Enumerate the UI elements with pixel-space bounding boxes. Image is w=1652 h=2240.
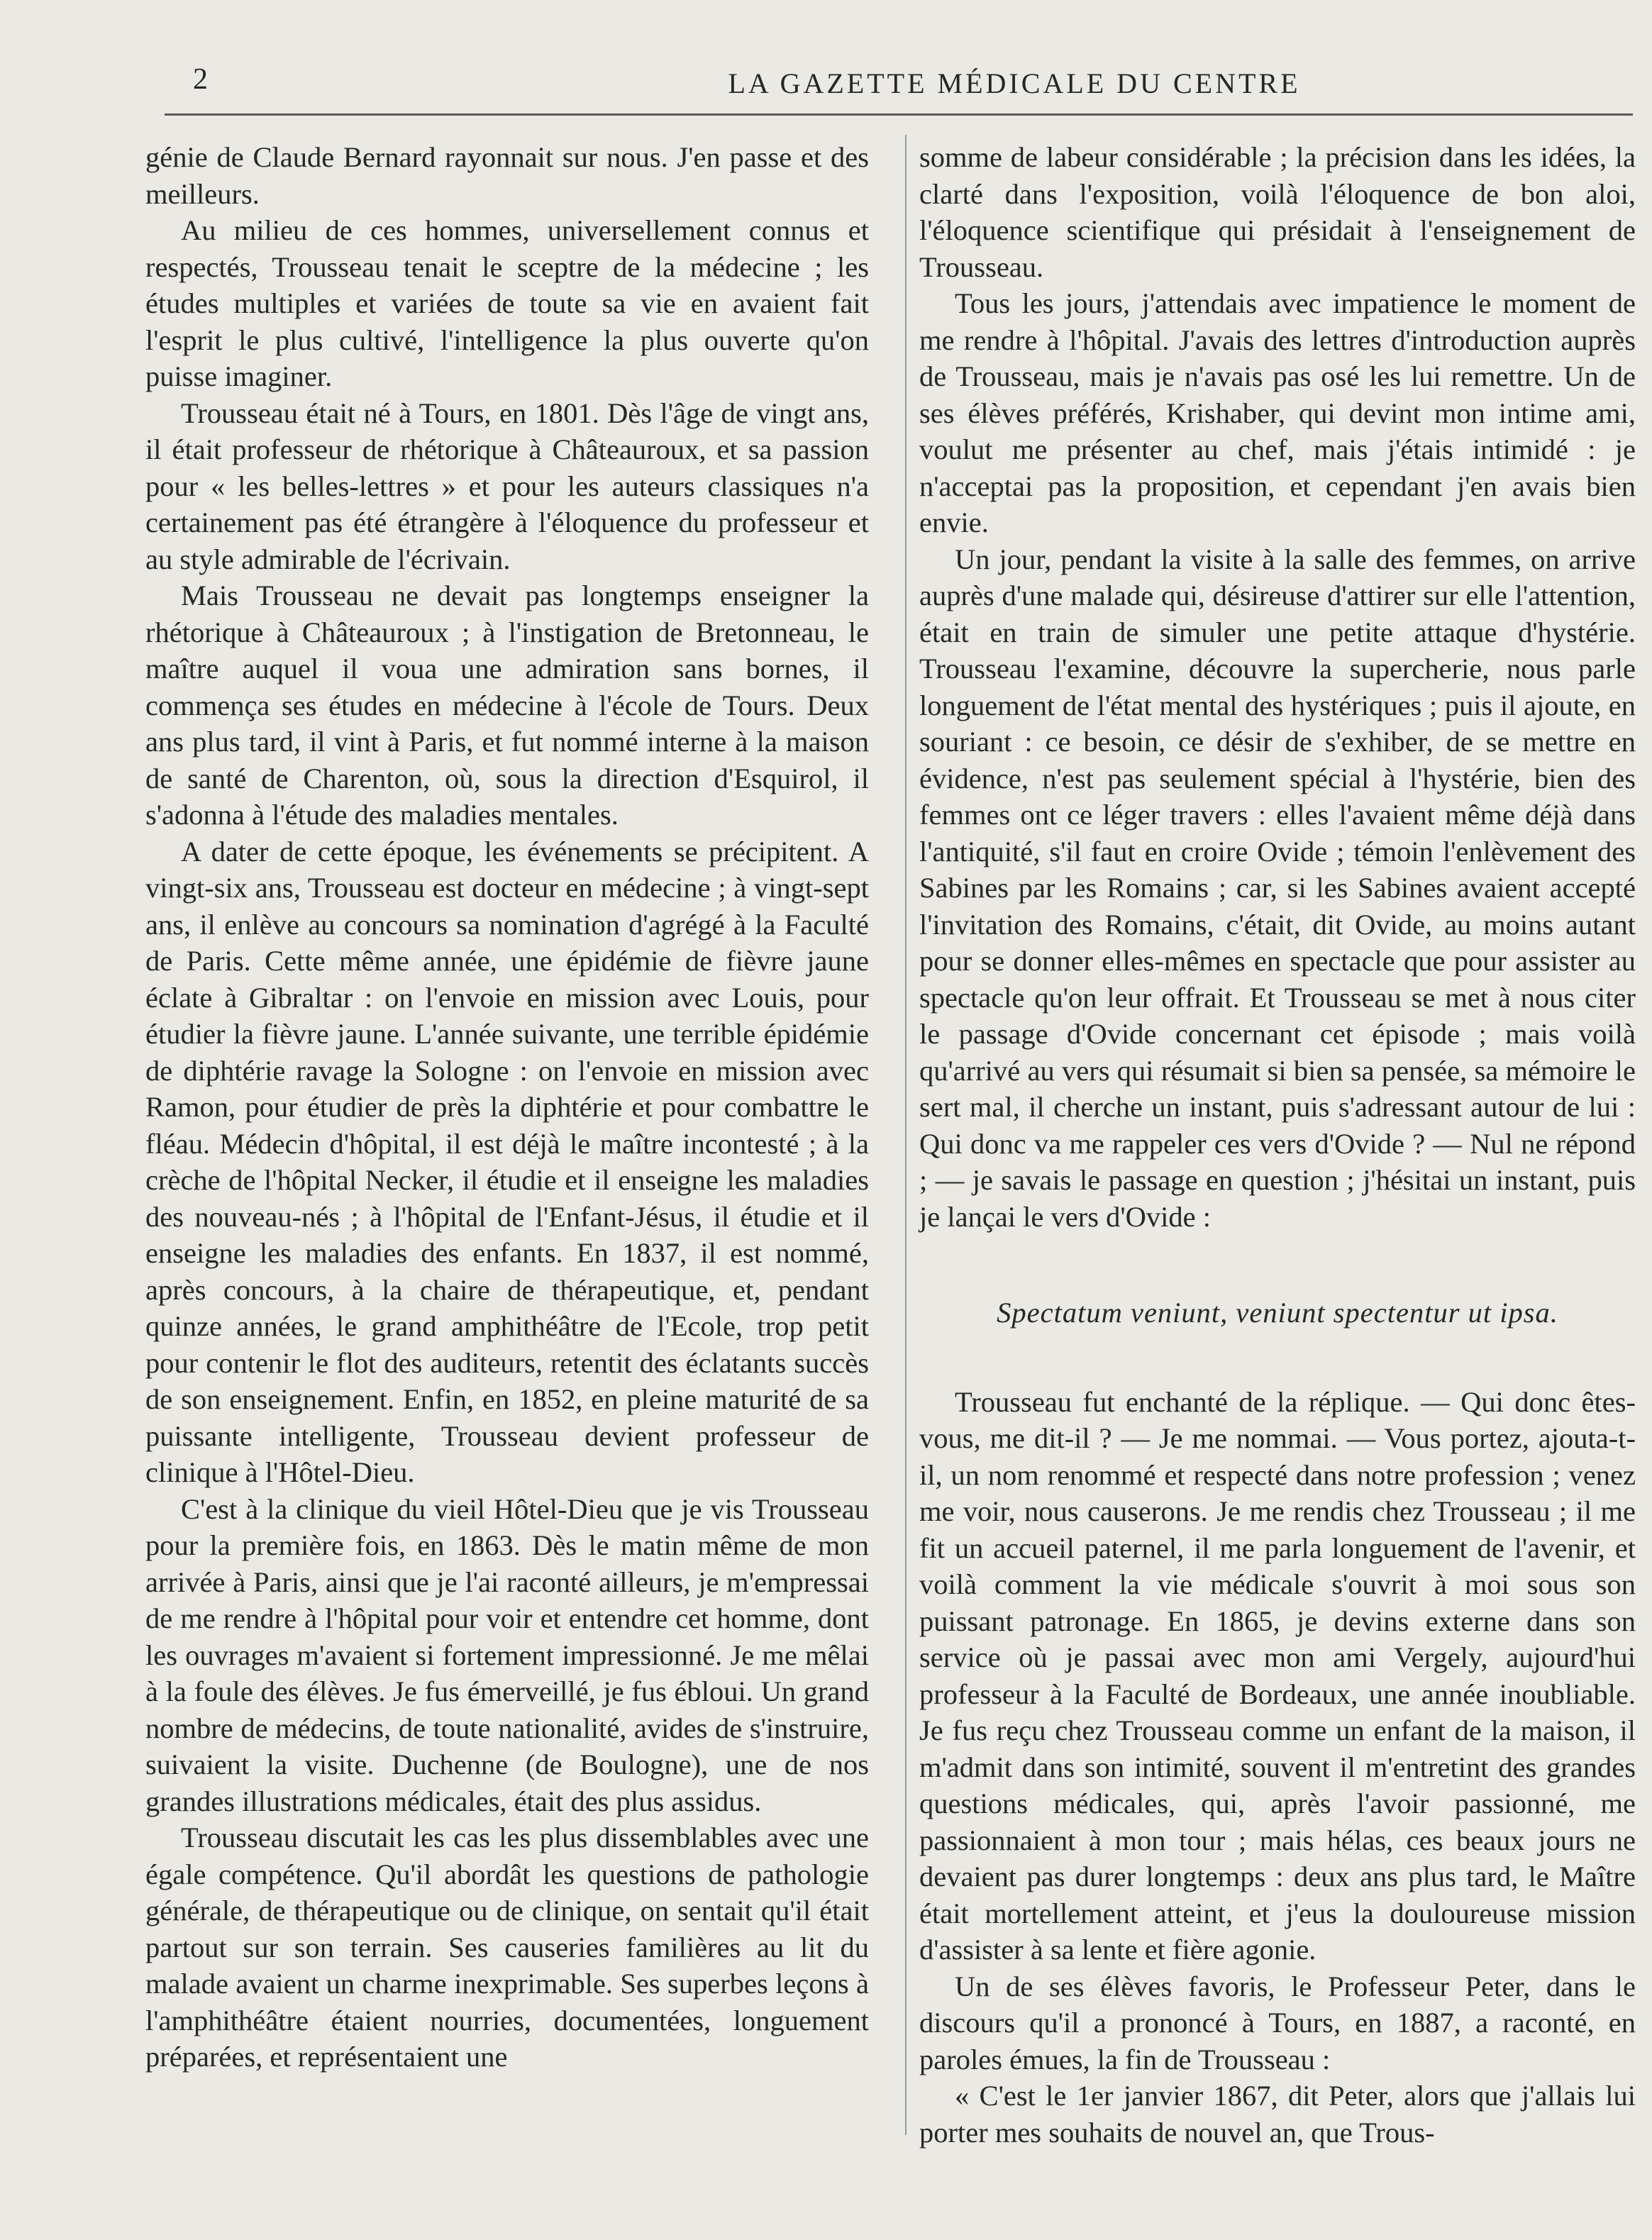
paragraph: Trousseau discutait les cas les plus dissemblables avec une égale compétence. Qu'il abordât les questions de pathologie générale, de thérapeutique ou de clinique, on sentait qu'il était partout sur son terrain. Ses causeries familières au lit du malade avaient un charme inexprimable. Ses superbes leçons à l'amphithéâtre étaient nourries, documentées, longuement préparées, et représentaient une bbox=[145, 1822, 869, 2073]
header-rule bbox=[165, 113, 1633, 116]
paragraph: Un de ses élèves favoris, le Professeur Peter, dans le discours qu'il a prononcé à Tours, en 1887, a raconté, en paroles émues, la fin de Trousseau : bbox=[919, 1970, 1636, 2075]
paragraph: Un jour, pendant la visite à la salle des femmes, on arrive auprès d'une malade qui, désireuse d'attirer sur elle l'attention, était en train de simuler une petite attaque d'hystérie. Trousseau l'examine, découvre la supercherie, nous parle longuement de l'état mental des hystériques ; puis il ajoute, en souriant : ce besoin, ce désir de s'exhiber, de se mettre en évidence, n'est pas seulement spécial à l'hystérie, bien des femmes ont ce léger travers : elles l'avaient même déjà dans l'antiquité, s'il faut en croire Ovide ; témoin l'enlèvement des Sabines par les Romains ; car, si les Sabines avaient accepté l'invitation des Romains, c'était, dit Ovide, au moins autant pour se donner elles-mêmes en spectacle que pour assister au spectacle qu'on leur offrait. Et Trousseau se met à nous citer le passage d'Ovide concernant cet épisode ; mais voilà qu'arrivé au vers qui résumait si bien sa pensée, sa mémoire le sert mal, il cherche un instant, puis s'adressant autour de lui : Qui donc va me rappeler ces vers d'Ovide ? — Nul ne répond ; — je savais le passage en question ; j'hésitai un instant, puis je lançai le vers d'Ovide : bbox=[919, 543, 1636, 1233]
paragraph: Trousseau fut enchanté de la réplique. — Qui donc êtes-vous, me dit-il ? — Je me nommai. — Vous portez, ajouta-t-il, un nom renommé et respecté dans notre profession ; venez me voir, nous causerons. Je me rendis chez Trousseau ; il me fit un accueil paternel, il me parla longuement de l'avenir, et voilà comment la vie médicale s'ouvrit à moi sous son puissant patronage. En 1865, je devins externe dans son service où je passai avec mon ami Vergely, aujourd'hui professeur à la Faculté de Bordeaux, une année inoubliable. Je fus reçu chez Trousseau comme un enfant de la maison, il m'admit dans son intimité, souvent il m'entretint des grandes questions médicales, qui, après l'avoir passionné, me passionnaient à mon tour ; mais hélas, ces beaux jours ne devaient pas durer longtemps : deux ans plus tard, le Maître était mortellement atteint, et j'eus la douloureuse mission d'assister à sa lente et fière agonie. bbox=[919, 1385, 1636, 1965]
paragraph: A dater de cette époque, les événements se précipitent. A vingt-six ans, Trousseau est docteur en médecine ; à vingt-sept ans, il enlève au concours sa nomination d'agrégé à la Faculté de Paris. Cette même année, une épidémie de fièvre jaune éclate à Gibraltar : on l'envoie en mission avec Louis, pour étudier la fièvre jaune. L'année suivante, une terrible épidémie de diphtérie ravage la Sologne : on l'envoie en mission avec Ramon, pour étudier de près la diphtérie et pour combattre le fléau. Médecin d'hôpital, il est déjà le maître incontesté ; à la crèche de l'hôpital Necker, il étudie et il enseigne les maladies des nouveau-nés ; à l'hôpital de l'Enfant-Jésus, il étudie et il enseigne les maladies des enfants. En 1837, il est nommé, après concours, à la chaire de thérapeutique, et, pendant quinze années, le grand amphithéâtre de l'Ecole, trop petit pour contenir le flot des auditeurs, retentit des éclatants succès de son enseignement. Enfin, en 1852, en pleine maturité de sa puissante intelligente, Trousseau devient professeur de clinique à l'Hôtel-Dieu. bbox=[145, 835, 869, 1488]
paragraph: Au milieu de ces hommes, universellement connus et respectés, Trousseau tenait le sceptre de la médecine ; les études multiples et variées de toute sa vie en avaient fait l'esprit le plus cultivé, l'intelligence la plus ouverte qu'on puisse imaginer. bbox=[145, 214, 869, 392]
left-column bbox=[145, 139, 869, 2075]
paragraph: Trousseau était né à Tours, en 1801. Dès l'âge de vingt ans, il était professeur de rhétorique à Châteauroux, et sa passion pour « les belles-lettres » et pour les auteurs classiques n'a certainement pas été étrangère à l'éloquence du professeur et au style admirable de l'écrivain. bbox=[145, 397, 869, 575]
journal-title: LA GAZETTE MÉDICALE DU CENTRE bbox=[728, 67, 1301, 99]
page-header bbox=[163, 58, 1631, 115]
right-column bbox=[919, 139, 1636, 2151]
page-number: 2 bbox=[193, 63, 209, 96]
paragraph: somme de labeur considérable ; la précision dans les idées, la clarté dans l'exposition, voilà l'éloquence de bon aloi, l'éloquence scientifique qui présidait à l'enseignement de Trousseau. bbox=[919, 141, 1636, 283]
paragraph: Tous les jours, j'attendais avec impatience le moment de me rendre à l'hôpital. J'avais des lettres d'introduction auprès de Trousseau, mais je n'avais pas osé les lui remettre. Un de ses élèves préférés, Krishaber, qui devint mon intime ami, voulut me présenter au chef, mais j'étais intimidé : je n'acceptai pas la proposition, et cependant j'en avais bien envie. bbox=[919, 287, 1636, 538]
paragraph: C'est à la clinique du vieil Hôtel-Dieu que je vis Trousseau pour la première fois, en 1863. Dès le matin même de mon arrivée à Paris, ainsi que je l'ai raconté ailleurs, je m'empressai de me rendre à l'hôpital pour voir et entendre cet homme, dont les ouvrages m'avaient si fortement impressionné. Je me mêlai à la foule des élèves. Je fus émerveillé, je fus ébloui. Un grand nombre de médecins, de toute nationalité, avides de s'instruire, suivaient la visite. Duchenne (de Boulogne), une de nos grandes illustrations médicales, était des plus assidus. bbox=[145, 1492, 869, 1817]
paragraph: Mais Trousseau ne devait pas longtemps enseigner la rhétorique à Châteauroux ; à l'instigation de Bretonneau, le maître auquel il voua une admiration sans bornes, il commença ses études en médecine à l'école de Tours. Deux ans plus tard, il vint à Paris, et fut nommé interne à la maison de santé de Charenton, où, sous la direction d'Esquirol, il s'adonna à l'étude des maladies mentales. bbox=[145, 580, 869, 831]
column-divider bbox=[905, 135, 907, 2135]
paragraph: « C'est le 1er janvier 1867, dit Peter, alors que j'allais lui porter mes souhaits de nouvel an, que Trous- bbox=[919, 2080, 1636, 2148]
latin-quote: Spectatum veniunt, veniunt spectentur ut ipsa. bbox=[997, 1297, 1558, 1329]
paragraph: génie de Claude Bernard rayonnait sur nous. J'en passe et des meilleurs. bbox=[145, 141, 869, 210]
